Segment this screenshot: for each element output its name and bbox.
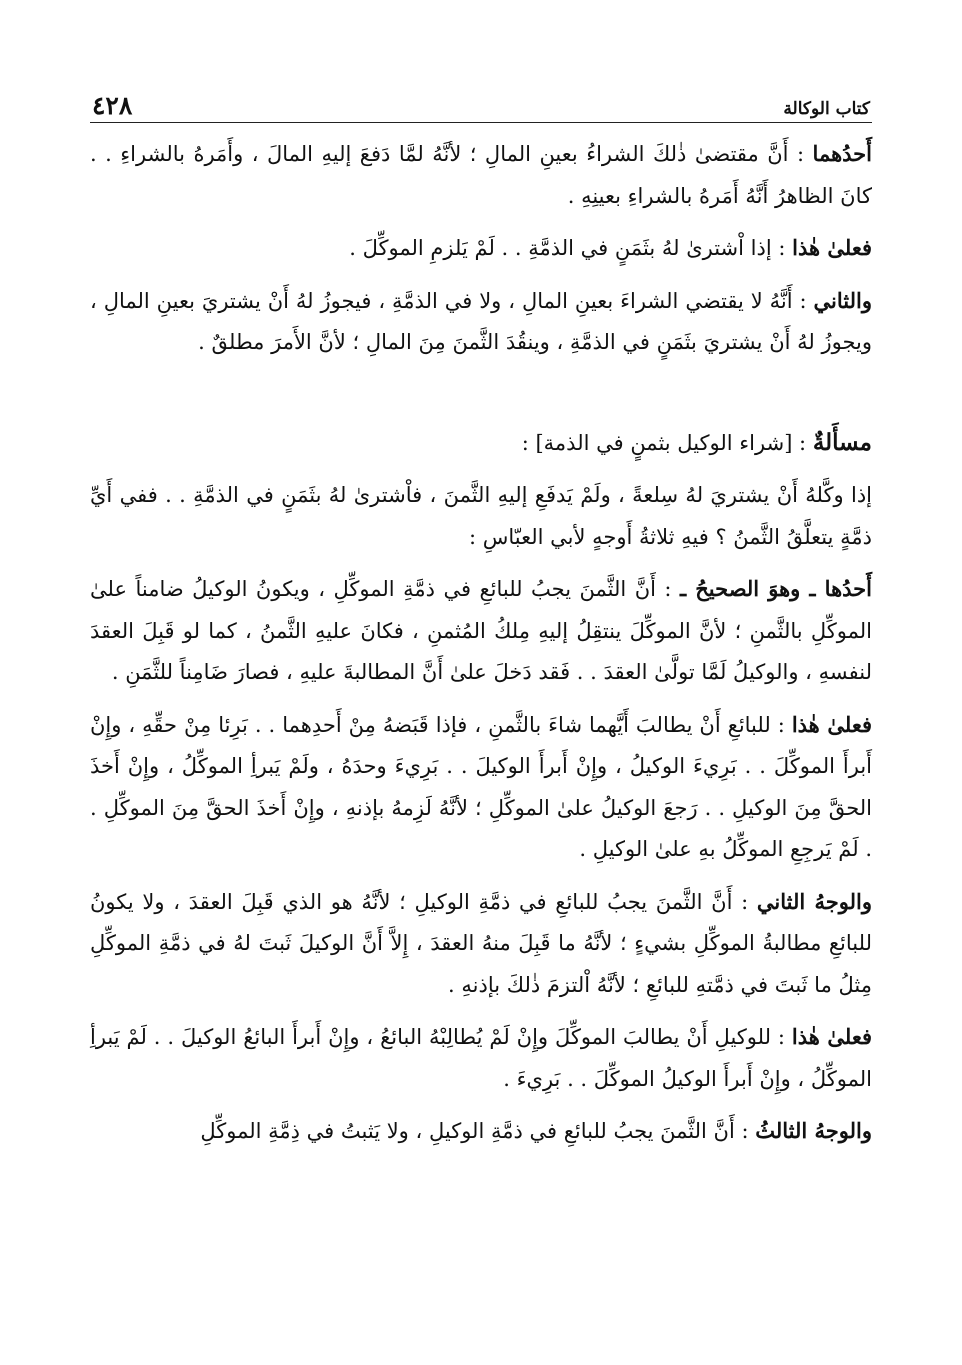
paragraph-lead: والوجهُ الثاني <box>756 888 872 914</box>
paragraph-text: : أَنَّهُ لا يقتضي الشراءَ بعينِ المالِ ، ولا في الذمَّةِ ، فيجوزُ لهُ أَنْ يشتريَ بعينِ المالِ ، ويجوزُ لهُ أَنْ يشتريَ بثَمَنٍ في الذمَّةِ ، وينقُدَ الثَّمنَ مِنَ المالِ ؛ لأنَّ الأَمرَ مطلقٌ . <box>90 288 872 354</box>
paragraph <box>90 881 872 1007</box>
paragraph-lead: فعلىٰ هٰذا <box>791 1024 872 1049</box>
book-page <box>90 84 872 1335</box>
paragraph-text: : أَنَّ الثَّمنَ يجبُ للبائعِ في ذمَّةِ الموكِّلِ ، ويكونُ الوكيلُ ضامناً علىٰ الموكِّلِ بالثَّمنِ ؛ لأنَّ الموكِّلَ ينتقِلُ إليهِ مِلكُ المُثمنِ ، فكانَ عليهِ الثَّمنُ ، كما لو قَبِلَ العقدَ لنفسهِ ، والوكيلُ لَمَّا تولَّىٰ العقدَ . . فَقد دَخلَ علىٰ أَنَّ المطالبةَ عليهِ ، فصارَ ضَامِناً للثَّمَنِ . <box>90 577 872 684</box>
paragraph-text: : أَنَّ مقتضىٰ ذٰلكَ الشراءُ بعينِ المالِ ؛ لأنَّهُ لمَّا دَفعَ إليهِ المالَ ، وأَمَرهُ بالشراءِ . . كانَ الظاهرُ أَنَّهُ أَمَرهُ بالشراءِ بعينِهِ . <box>90 142 872 208</box>
paragraph-text: : إذا اْشترىٰ لهُ بثَمَنٍ في الذمَّةِ . . لَمْ يَلزمِ الموكِّلَ . <box>349 236 793 260</box>
masala-title: : [شراء الوكيل بثمنٍ في الذمة] : <box>521 430 813 455</box>
paragraph <box>90 1016 872 1100</box>
paragraph-lead: والوجهُ الثالثُ <box>755 1118 872 1143</box>
paragraph-lead: والثاني <box>813 287 872 313</box>
paragraph <box>90 704 872 871</box>
paragraph <box>90 1110 872 1153</box>
paragraph-text: : أَنَّ الثَّمنَ يجبُ للبائعِ في ذمَّةِ الوكيلِ ، ولا يَثبتُ في ذِمَّةِ الموكِّلِ <box>200 1119 756 1143</box>
masala-label: مسأَلةٌ <box>812 428 872 456</box>
page-header <box>90 84 872 123</box>
paragraph-text: : أَنَّ الثَّمنَ يجبُ للبائعِ في ذمَّةِ الوكيلِ ؛ لأنَّهُ هو الذي قَبِلَ العقدَ ، ولا يكونُ للبائعِ مطالبةُ الموكِّلِ بشيءٍ ؛ لأنَّهُ ما قَبِلَ منهُ العقدَ ، إِلاَّ أَنَّ الوكيلَ ثَبتَ لهُ في ذمَّةِ الموكِّلِ مِثلُ ما ثَبتَ في ذمَّتهِ للبائعِ ؛ لأنَّهُ اْلتزمَ ذٰلكَ بإذنهِ . <box>90 889 872 997</box>
paragraph-text: : للبائعِ أَنْ يطالبَ أَيَّهما شاءَ بالثَّمنِ ، فإذا قَبَضهُ مِنْ أَحدِهما . . بَرِئا مِنْ حقِّهِ ، وإِنْ أَبرأَ الموكِّلَ . . بَرِيءَ الوكيلُ ، وإِنْ أَبرأَ الوكيلَ . . بَرِيءَ وحدَهُ ، ولَمْ يَبرأِ الموكِّلُ ، وإِنْ أَخذَ الحقَّ مِنَ الوكيلِ . . رَجعَ الوكيلُ علىٰ الموكِّلِ ؛ لأنَّهُ لَزِمهُ بإذنهِ ، وإِنْ أَخذَ الحقَّ مِنَ الموكِّلِ . . لَمْ يَرجِعِ الموكِّلُ بهِ علىٰ الوكيلِ . <box>90 712 872 861</box>
paragraph-text: إذا وكَّلهُ أَنْ يشتريَ لهُ سِلعةً ، ولَمْ يَدفَعِ إليهِ الثَّمنَ ، فاْشترىٰ لهُ بثَمَنٍ في الذمَّةِ . . ففي أَيِّ ذمَّةٍ يتعلَّقُ الثَّمنُ ؟ فيهِ ثلاثةُ أَوجهٍ لأبي العبّاسِ : <box>90 483 872 549</box>
paragraph-lead: أَحدُها ـ وهوَ الصحيحُ ـ <box>679 576 872 601</box>
page-body <box>90 133 872 1153</box>
paragraph <box>90 474 872 558</box>
running-title: كتاب الوكالة <box>783 99 870 119</box>
paragraph <box>90 280 872 364</box>
paragraph <box>90 568 872 694</box>
paragraph-lead: أَحدُهما <box>812 141 872 166</box>
paragraph <box>90 227 872 270</box>
paragraph-text: : للوكيلِ أَنْ يطالبَ الموكِّلَ وإِنْ لَمْ يُطالِبْهُ البائعُ ، وإِنْ أَبرأَ البائعُ الوكيلَ . . لَمْ يَبرأِ الموكِّلُ ، وإِنْ أَبرأَ الوكيلُ الموكِّلَ . . بَرِيءَ . <box>90 1025 872 1091</box>
masala-heading <box>90 422 872 465</box>
paragraph-lead: فعلىٰ هٰذا <box>792 235 872 260</box>
paragraph <box>90 133 872 217</box>
page-number: ٤٢٨ <box>92 91 133 120</box>
paragraph-lead: فعلىٰ هٰذا <box>791 711 872 737</box>
